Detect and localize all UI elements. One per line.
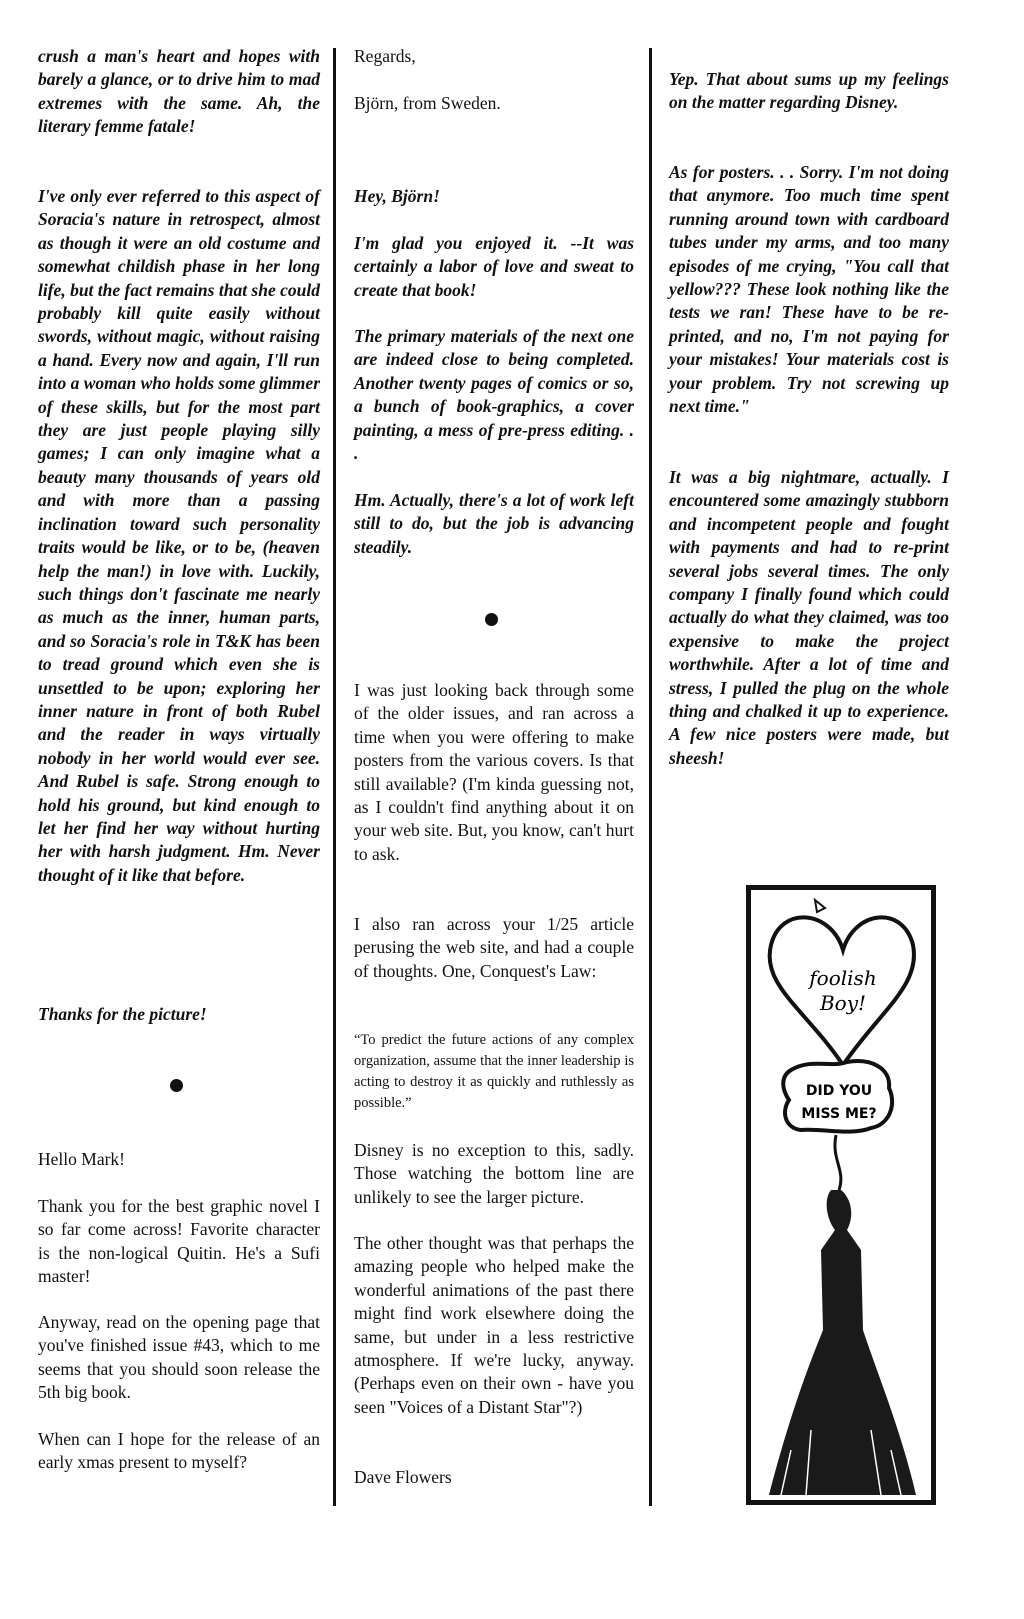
reply-greeting: Hey, Björn! (354, 186, 440, 206)
heart-text-2: Boy! (819, 991, 867, 1015)
letter-paragraph: Anyway, read on the opening page that you've finished issue #43, which to me seems that you should soon release the 5th big book. (38, 1312, 320, 1403)
letter-greeting: Hello Mark! (38, 1149, 125, 1169)
letter-paragraph: I also ran across your 1/25 article perusing the web site, and had a couple of thoughts. One, Conquest's Law: (354, 914, 634, 981)
heart-text-1: foolish (809, 966, 877, 990)
section-bullet (485, 613, 498, 626)
letter-closing: Regards, (354, 46, 416, 66)
section-bullet (170, 1079, 183, 1092)
bubble-text-2: MISS ME? (801, 1106, 877, 1122)
reply-signoff: Thanks for the picture! (38, 1004, 207, 1024)
reply-paragraph: I've only ever referred to this aspect of Soracia's nature in retrospect, almost as though it were an old costume and somewhat childish phase in her long life, but the fact remains that she could probably kill quite easily without swords, without magic, without raising a hand. Every now and again, I'll run into a woman who holds some glimmer of these skills, but for the most part they are just people playing silly games; I can only imagine what a beauty many thousands of years old and with more than a passing inclination toward such personality traits would be like, or to be, (heaven help the man!) in love with. Luckily, such things don't fascinate me nearly as much as the inner, human parts, and so Soracia's role in T&K has been to tread ground which even she is unsettled to be upon; exploring her inner nature in front of both Rubel and the reader in ways virtually nobody in her world would ever see. And Rubel is safe. Strong enough to hold his ground, but kind enough to let her find her way without hurting her with harsh judgment. Hm. Never thought of it like that before. (38, 186, 320, 885)
letter-paragraph: I was just looking back through some of the older issues, and ran across a time when you were offering to make posters from the various covers. Is that still available? (I'm kinda guessing not, as I couldn't find anything about it on your web site. But, you know, can't hurt to ask. (354, 680, 634, 864)
reply-paragraph: Hm. Actually, there's a lot of work left still to do, but the job is advancing steadily. (354, 490, 634, 557)
letter-paragraph: Thank you for the best graphic novel I so far come across! Favorite character is the non-logical Quitin. He's a Sufi master! (38, 1196, 320, 1287)
illustration-panel (746, 885, 936, 1505)
letter-paragraph: Disney is no exception to this, sadly. Those watching the bottom line are unlikely to see the larger picture. (354, 1140, 634, 1207)
figure-silhouette (769, 1190, 916, 1495)
reply-paragraph: It was a big nightmare, actually. I encountered some amazingly stubborn and incompetent people and fought with payments and had to re-print several jobs several times. The only company I finally found which could actually do what they claimed, was too expensive to make the project worthwhile. After a lot of time and stress, I pulled the plug on the whole thing and chalked it up to experience. A few nice posters were made, but sheesh! (669, 467, 949, 768)
letter-signature: Dave Flowers (354, 1467, 452, 1487)
illustration-drawing (751, 890, 931, 1500)
quote-conquests-law: “To predict the future actions of any complex organization, assume that the inner leadership is acting to destroy it as quickly and ruthlessly as possible.” (354, 1032, 634, 1111)
letter-paragraph: When can I hope for the release of an early xmas present to myself? (38, 1429, 320, 1473)
reply-paragraph: I'm glad you enjoyed it. --It was certainly a labor of love and sweat to create that book! (354, 233, 634, 300)
column-divider-right (649, 48, 652, 1506)
reply-paragraph: crush a man's heart and hopes with barely a glance, or to drive him to mad extremes with the same. Ah, the literary femme fatale! (38, 46, 320, 137)
letter-signature: Björn, from Sweden. (354, 93, 501, 113)
reply-paragraph: The primary materials of the next one are indeed close to being completed. Another twenty pages of comics or so, a bunch of book-graphics, a cover painting, a mess of pre-press editing. . . (354, 326, 634, 464)
reply-paragraph: Yep. That about sums up my feelings on the matter regarding Disney. (669, 69, 949, 113)
letter-paragraph: The other thought was that perhaps the amazing people who helped make the wonderful animations of the past there might find work elsewhere doing the same, but under in a less restrictive atmosphere. If we're lucky, anyway. (Perhaps even on their own - have you seen "Voices of a Distant Star"?) (354, 1233, 634, 1417)
bubble-text-1: DID YOU (805, 1083, 873, 1099)
column-divider-left (333, 48, 336, 1506)
reply-paragraph: As for posters. . . Sorry. I'm not doing that anymore. Too much time spent running around town with cardboard tubes under my arms, and too many episodes of me crying, "You call that yellow??? These look nothing like the tests we ran! These have to be re-printed, and no, I'm not paying for your mistakes! Your materials cost is your problem. Try not screwing up next time." (669, 162, 949, 417)
